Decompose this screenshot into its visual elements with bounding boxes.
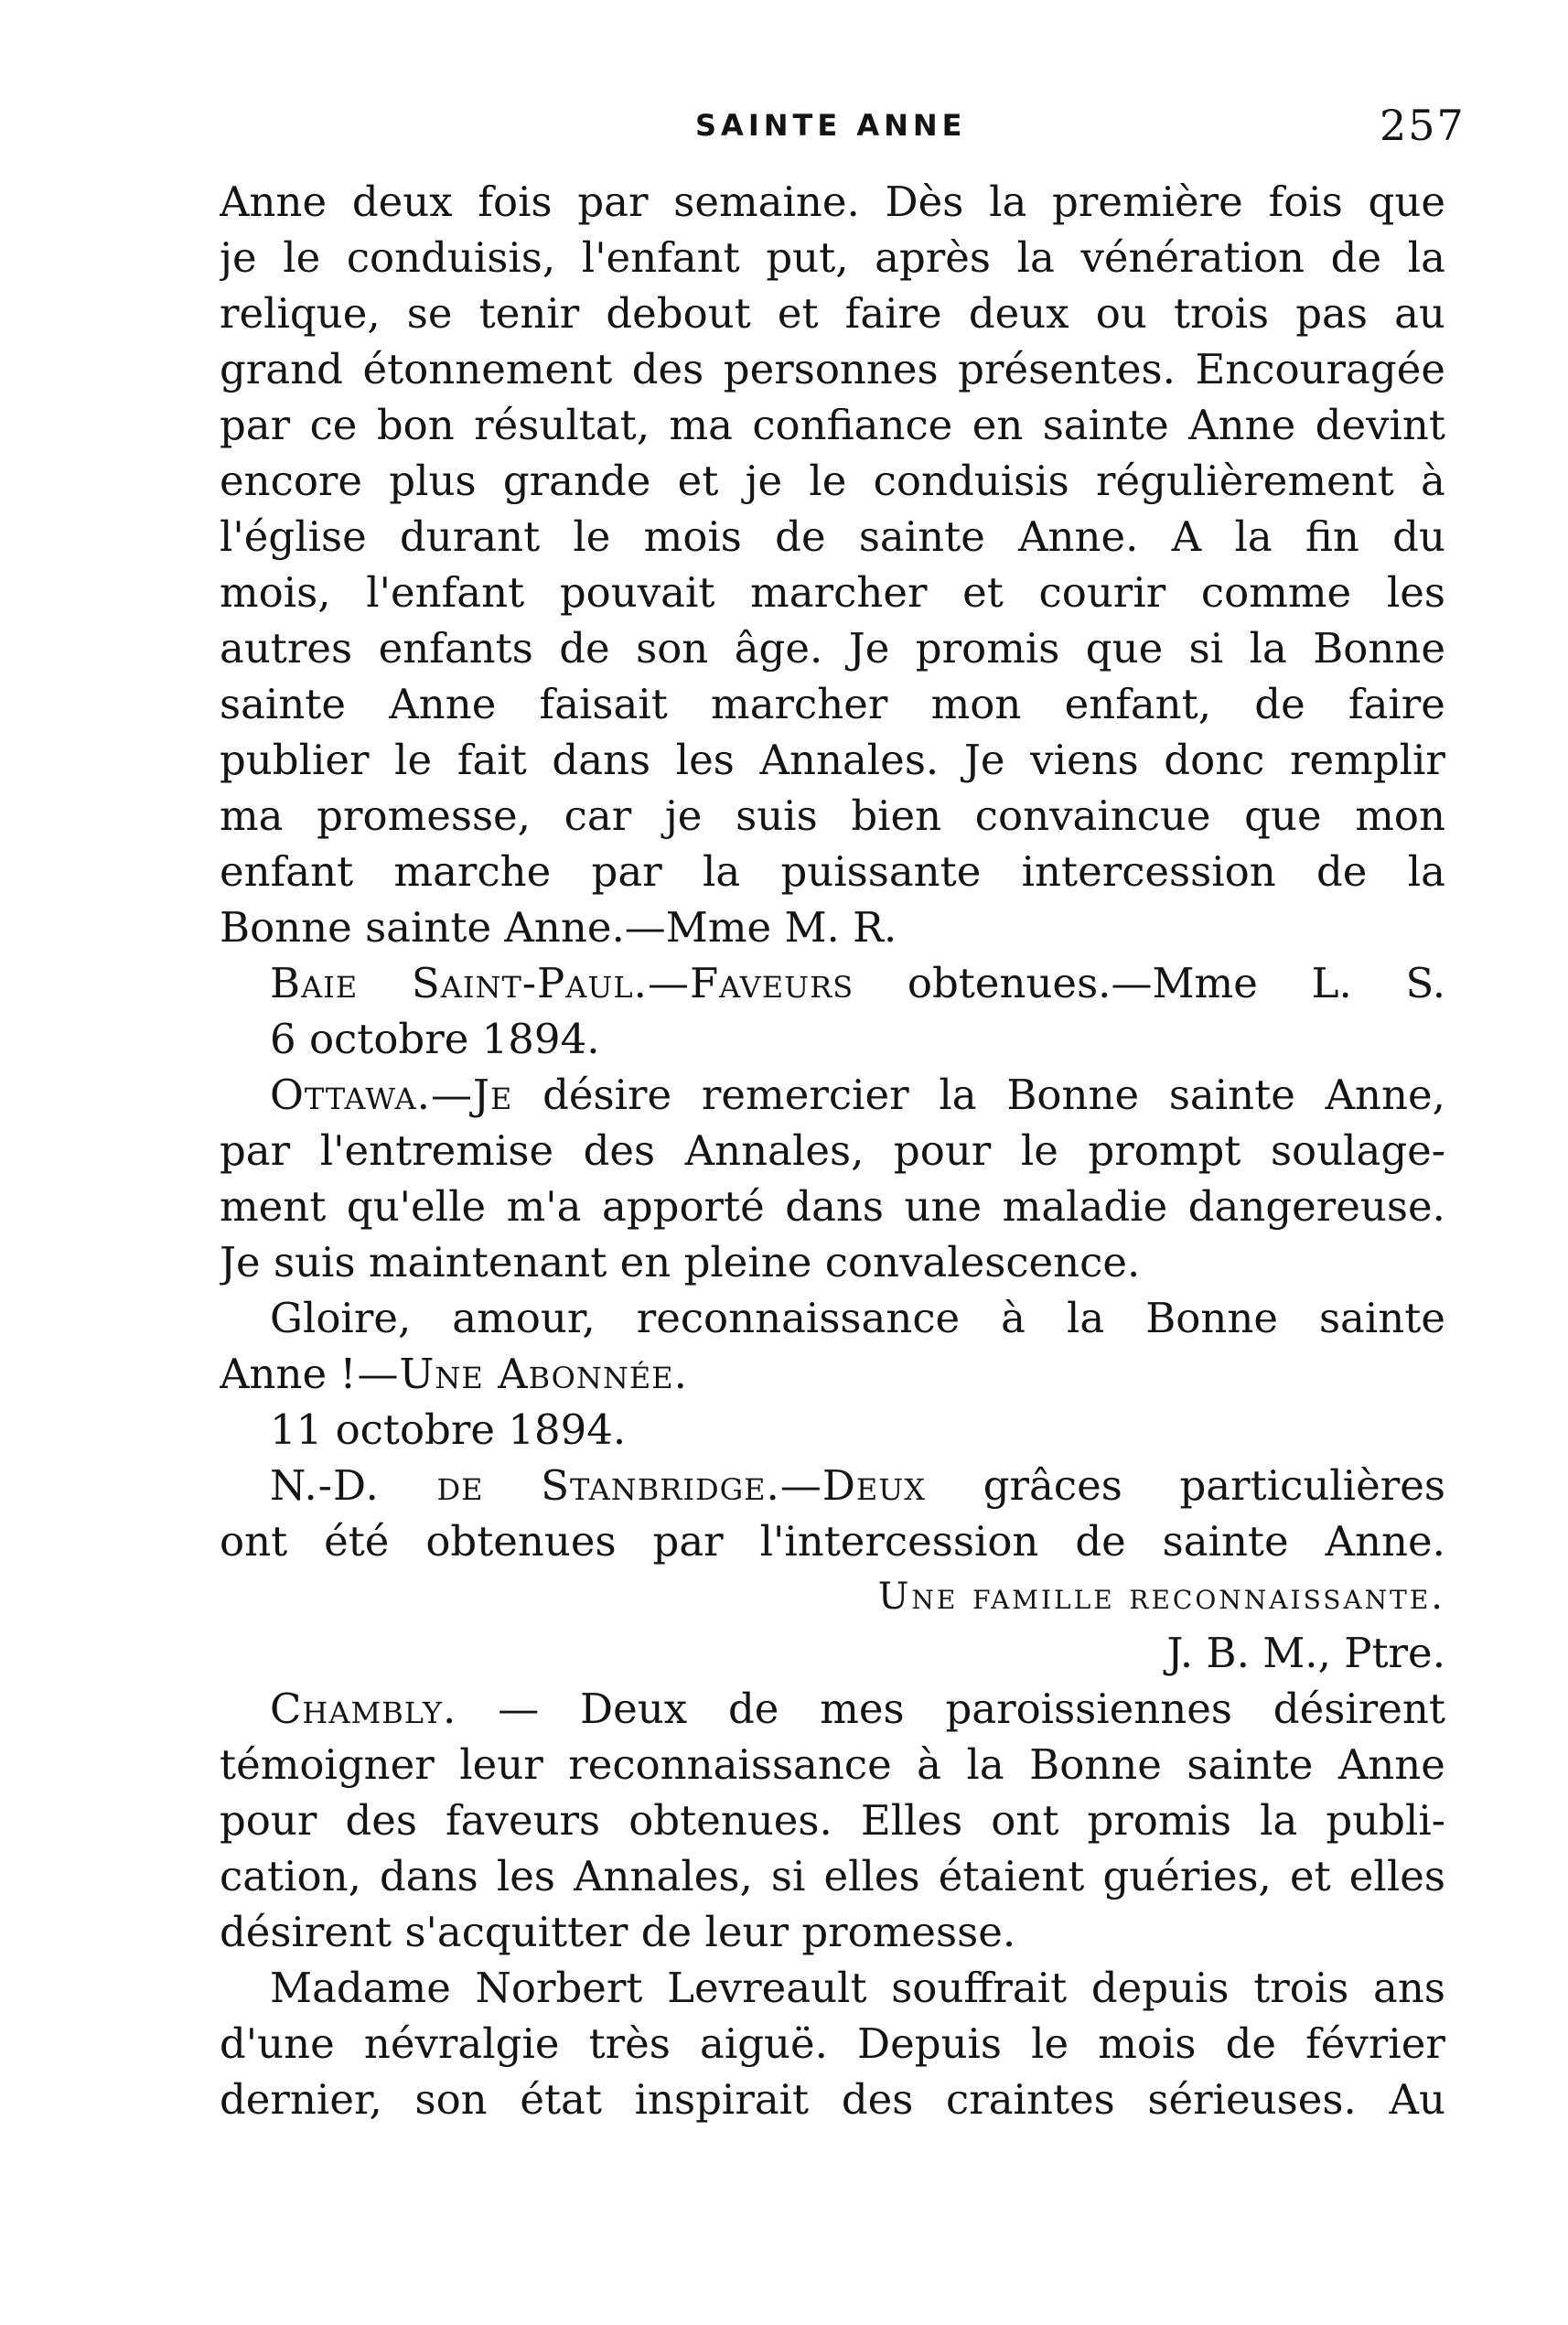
word: ma — [669, 401, 733, 449]
text-line — [220, 285, 1445, 341]
word: convalescence. — [824, 1238, 1141, 1286]
text-line — [220, 1681, 1445, 1737]
word: ans — [1373, 1964, 1445, 2012]
word: des — [583, 1126, 656, 1175]
word: suis — [273, 1238, 369, 1286]
word: résultat, — [474, 401, 650, 449]
word: en — [972, 401, 1024, 449]
word: l'église — [220, 512, 367, 561]
word: désirent — [1273, 1685, 1445, 1733]
word: l'entremise — [319, 1126, 554, 1175]
word: Une — [877, 1576, 973, 1618]
word: ont — [991, 1796, 1059, 1845]
text-line — [220, 1737, 1445, 1792]
word: marche — [393, 847, 552, 896]
word: Abonnée. — [498, 1350, 688, 1398]
text-line — [220, 844, 1445, 899]
word: les — [675, 736, 735, 784]
word: la — [989, 178, 1027, 226]
text-line — [220, 397, 1445, 453]
word: conduisis, — [346, 233, 556, 282]
word: le — [1020, 1126, 1058, 1175]
word: octobre — [335, 1405, 509, 1454]
word: Ptre. — [1344, 1629, 1445, 1677]
word: aiguë. — [700, 2019, 828, 2068]
word: autres — [220, 624, 353, 673]
word: marcher — [750, 568, 928, 617]
word: M., — [1262, 1629, 1345, 1677]
word: Encouragée — [1195, 345, 1445, 393]
word: publi- — [1326, 1796, 1445, 1845]
word: Gloire, — [270, 1294, 412, 1342]
word: suis — [736, 791, 818, 840]
word: publier — [220, 736, 370, 784]
word: Saint-Paul.—Faveurs — [411, 959, 854, 1007]
text-line — [220, 620, 1445, 676]
word: je — [220, 233, 257, 282]
word: Bonne — [1145, 1294, 1278, 1342]
word: Anne — [1337, 1740, 1445, 1789]
word: après — [875, 233, 992, 282]
word: la — [939, 1071, 977, 1119]
word: semaine. — [673, 178, 860, 226]
word: sérieuses. — [1147, 2075, 1357, 2124]
word: marcher — [711, 680, 888, 728]
word: pouvait — [559, 568, 715, 617]
text-line — [220, 1011, 1445, 1067]
word: et — [777, 289, 819, 338]
word: promis — [1087, 1796, 1232, 1845]
word: mois — [643, 512, 742, 561]
word: Depuis — [857, 2019, 1003, 2068]
word: Anne, — [1325, 1071, 1445, 1119]
word: sainte — [365, 903, 505, 952]
word: durant — [399, 512, 541, 561]
word: la — [1407, 233, 1445, 282]
word: ont — [220, 1517, 288, 1566]
word: d'une — [220, 2019, 335, 2068]
word: guéries, — [1102, 1852, 1272, 1900]
word: 1894. — [508, 1405, 627, 1454]
word: son — [636, 624, 709, 673]
word: pleine — [683, 1238, 825, 1286]
word: Bonne — [1313, 624, 1445, 673]
word: Bonne — [220, 903, 366, 952]
word: Stanbridge.—Deux — [541, 1461, 927, 1510]
word: et — [962, 568, 1004, 617]
word: elles — [823, 1852, 920, 1900]
text-line — [220, 1067, 1445, 1123]
running-head — [0, 101, 1568, 163]
word: B. — [1206, 1629, 1263, 1677]
word: le — [283, 233, 321, 282]
word: Annales, — [574, 1852, 753, 1900]
word: de — [775, 512, 826, 561]
word: la — [1234, 512, 1273, 561]
word: que — [1244, 791, 1322, 840]
word: depuis — [1090, 1964, 1230, 2012]
word: Levreault — [667, 1964, 867, 2012]
word: témoigner — [220, 1740, 435, 1789]
signature-line — [220, 1569, 1445, 1625]
text-line — [220, 230, 1445, 285]
word: et — [677, 457, 719, 505]
word: Bonne — [1006, 1071, 1140, 1119]
word: de — [1254, 680, 1305, 728]
word: particulières — [1179, 1461, 1445, 1510]
word: souffrait — [891, 1964, 1068, 2012]
word: de — [436, 1461, 484, 1510]
word: se — [406, 289, 453, 338]
word: amour, — [452, 1294, 596, 1342]
word: enfant — [220, 847, 354, 896]
word: car — [564, 791, 632, 840]
word: sainte — [858, 512, 985, 561]
word: les — [496, 1852, 555, 1900]
word: grande — [502, 457, 651, 505]
word: put, — [766, 233, 849, 282]
text-line — [220, 341, 1445, 397]
word: Anne. — [1018, 512, 1139, 561]
text-line — [220, 1402, 1445, 1458]
word: maladie — [1002, 1182, 1168, 1231]
word: tenir — [478, 289, 580, 338]
word: la — [1016, 233, 1055, 282]
word: son — [414, 2075, 488, 2124]
word: l'enfant — [581, 233, 740, 282]
word: paroissiennes — [945, 1685, 1232, 1733]
word: mon — [1355, 791, 1445, 840]
word: remplir — [1290, 736, 1445, 784]
word: Anne.—Mme — [504, 903, 785, 952]
word: remercier — [701, 1071, 909, 1119]
word: s'acquitter — [404, 1908, 641, 1956]
word: désire — [542, 1071, 672, 1119]
word: le — [394, 736, 433, 784]
word: l'enfant — [366, 568, 525, 617]
word: le — [573, 512, 611, 561]
word: de — [1330, 233, 1382, 282]
text-line — [220, 174, 1445, 230]
word: étaient — [938, 1852, 1085, 1900]
word: Je — [963, 736, 1005, 784]
word: leur — [459, 1740, 543, 1789]
word: par — [591, 847, 662, 896]
word: vénération — [1080, 233, 1305, 282]
word: la — [1066, 1294, 1105, 1342]
word: des — [345, 1796, 417, 1845]
text-line — [220, 1848, 1445, 1904]
word: sainte — [1162, 1517, 1289, 1566]
word: par — [577, 178, 649, 226]
word: dans — [380, 1852, 478, 1900]
word: comme — [1200, 568, 1352, 617]
word: deux — [968, 289, 1069, 338]
text-line — [220, 1513, 1445, 1569]
word: promesse, — [317, 791, 531, 840]
word: le — [809, 457, 847, 505]
text-line — [220, 1346, 1445, 1402]
word: sainte — [1318, 1294, 1445, 1342]
word: Anne — [1188, 401, 1296, 449]
text-line — [220, 899, 1445, 955]
word: famille — [972, 1576, 1130, 1618]
word: sainte — [220, 680, 347, 728]
word: du — [1392, 512, 1445, 561]
word: Annales, — [684, 1126, 865, 1175]
word: promis — [915, 624, 1060, 673]
word: été — [324, 1517, 390, 1566]
word: enfants — [378, 624, 533, 673]
word: ce — [309, 401, 358, 449]
word: présentes. — [958, 345, 1176, 393]
word: au — [1394, 289, 1445, 338]
word: relique, — [220, 289, 381, 338]
text-line — [220, 509, 1445, 565]
word: qu'elle — [346, 1182, 487, 1231]
word: debout — [606, 289, 751, 338]
word: des — [631, 345, 704, 393]
word: convaincue — [974, 791, 1211, 840]
text-line — [220, 1904, 1445, 1960]
word: J. — [1166, 1629, 1207, 1677]
word: Dès — [885, 178, 964, 226]
text-line — [220, 1179, 1445, 1234]
word: à — [1421, 457, 1445, 505]
word: — — [498, 1685, 540, 1733]
word: si — [770, 1852, 806, 1900]
body-text — [220, 174, 1445, 2127]
word: de — [1225, 2019, 1277, 2068]
word: de — [727, 1685, 779, 1733]
text-line — [220, 1960, 1445, 2016]
word: Annales. — [759, 736, 940, 784]
word: faisait — [539, 680, 668, 728]
word: soulage- — [1270, 1126, 1445, 1175]
page-number: 257 — [1380, 101, 1466, 150]
word: inspirait — [634, 2075, 810, 2124]
word: âge. — [734, 624, 823, 673]
word: Ottawa.—Je — [270, 1071, 513, 1119]
word: la — [966, 1740, 1004, 1789]
text-line — [220, 1290, 1445, 1346]
running-title: SAINTE ANNE — [695, 108, 967, 143]
word: L. — [1311, 959, 1352, 1007]
word: ou — [1095, 289, 1147, 338]
word: fois — [1268, 178, 1343, 226]
word: très — [588, 2019, 671, 2068]
word: courir — [1038, 568, 1166, 617]
word: N.-D. — [270, 1461, 380, 1510]
word: Deux — [580, 1685, 688, 1733]
word: à — [917, 1740, 941, 1789]
word: trois — [1253, 1964, 1349, 2012]
word: obtenues.—Mme — [907, 959, 1258, 1007]
word: pour — [893, 1126, 992, 1175]
word: Anne — [389, 680, 497, 728]
word: mois — [1098, 2019, 1197, 2068]
word: l'intercession — [759, 1517, 1039, 1566]
word: Je — [848, 624, 890, 673]
word: Norbert — [475, 1964, 643, 2012]
word: S. — [1405, 959, 1445, 1007]
word: grâces — [983, 1461, 1122, 1510]
word: M. — [784, 903, 854, 952]
word: que — [1368, 178, 1445, 226]
word: par — [220, 401, 291, 449]
word: étonnement — [362, 345, 613, 393]
word: que — [1085, 624, 1164, 673]
word: R. — [853, 903, 897, 952]
word: désirent — [220, 1908, 405, 1956]
word: sainte — [1168, 1071, 1295, 1119]
word: par — [652, 1517, 724, 1566]
word: fin — [1305, 512, 1359, 561]
word: de — [559, 624, 610, 673]
word: février — [1305, 2019, 1445, 2068]
word: faire — [844, 289, 942, 338]
word: faire — [1348, 680, 1445, 728]
word: fois — [478, 178, 553, 226]
word: la — [1249, 624, 1287, 673]
word: obtenues. — [628, 1796, 832, 1845]
word: je — [745, 457, 783, 505]
word: !—Une — [339, 1350, 499, 1398]
word: fait — [456, 736, 527, 784]
word: puissante — [780, 847, 982, 896]
word: personnes — [723, 345, 939, 393]
word: confiance — [752, 401, 953, 449]
word: sainte — [1187, 1740, 1314, 1789]
word: A — [1171, 512, 1202, 561]
word: cation, — [220, 1852, 361, 1900]
text-line — [220, 676, 1445, 732]
word: ma — [220, 791, 284, 840]
word: Je — [220, 1238, 274, 1286]
word: Anne — [220, 1350, 340, 1398]
word: la — [1407, 847, 1445, 896]
word: 6 — [270, 1015, 309, 1063]
word: deux — [351, 178, 453, 226]
word: pour — [220, 1796, 317, 1845]
text-line — [220, 788, 1445, 844]
word: prompt — [1088, 1126, 1241, 1175]
word: première — [1052, 178, 1243, 226]
word: en — [619, 1238, 684, 1286]
word: elles — [1348, 1852, 1445, 1900]
word: mois, — [220, 568, 331, 617]
word: plus — [389, 457, 477, 505]
word: la — [702, 847, 741, 896]
word: donc — [1164, 736, 1265, 784]
word: les — [1386, 568, 1445, 617]
word: névralgie — [363, 2019, 560, 2068]
word: Au — [1389, 2075, 1445, 2124]
word: viens — [1030, 736, 1139, 784]
word: devint — [1315, 401, 1445, 449]
word: état — [520, 2075, 602, 2124]
text-line — [220, 732, 1445, 788]
word: leur — [704, 1908, 802, 1956]
text-line — [220, 955, 1445, 1011]
word: par — [220, 1126, 291, 1175]
word: encore — [220, 457, 363, 505]
word: trois — [1173, 289, 1270, 338]
word: dans — [552, 736, 651, 784]
word: craintes — [946, 2075, 1115, 2124]
word: mes — [820, 1685, 905, 1733]
word: dans — [785, 1182, 885, 1231]
word: faveurs — [446, 1796, 601, 1845]
word: pas — [1295, 289, 1368, 338]
word: de — [1316, 847, 1368, 896]
text-line — [220, 1234, 1445, 1290]
word: ment — [220, 1182, 327, 1231]
word: reconnaissance — [568, 1740, 892, 1789]
word: dernier, — [220, 2075, 382, 2124]
text-line — [220, 453, 1445, 509]
word: intercession — [1021, 847, 1276, 896]
word: grand — [220, 345, 343, 393]
word: Baie — [270, 959, 359, 1007]
word: Elles — [860, 1796, 963, 1845]
word: obtenues — [425, 1517, 617, 1566]
word: la — [1260, 1796, 1298, 1845]
word: bien — [851, 791, 942, 840]
text-line — [220, 2016, 1445, 2072]
word: promesse. — [801, 1908, 1016, 1956]
word: de — [1075, 1517, 1126, 1566]
word: enfant, — [1064, 680, 1212, 728]
word: à — [1001, 1294, 1026, 1342]
word: reconnaissante. — [1129, 1576, 1445, 1618]
word: Bonne — [1029, 1740, 1162, 1789]
word: bon — [376, 401, 455, 449]
word: reconnaissance — [636, 1294, 961, 1342]
text-line — [220, 1123, 1445, 1179]
word: des — [841, 2075, 914, 2124]
word: apporté — [602, 1182, 765, 1231]
word: de — [640, 1908, 705, 1956]
word: maintenant — [368, 1238, 620, 1286]
word: m'a — [506, 1182, 582, 1231]
word: Anne. — [1325, 1517, 1445, 1566]
text-line — [220, 565, 1445, 620]
text-line — [220, 2072, 1445, 2127]
word: 11 — [270, 1405, 336, 1454]
word: le — [1031, 2019, 1069, 2068]
word: Anne — [220, 178, 328, 226]
word: mon — [930, 680, 1022, 728]
word: Madame — [270, 1964, 451, 2012]
word: si — [1188, 624, 1224, 673]
word: je — [664, 791, 703, 840]
word: dangereuse. — [1187, 1182, 1445, 1231]
word: une — [904, 1182, 983, 1231]
word: conduisis — [873, 457, 1069, 505]
word: Chambly. — [270, 1685, 457, 1733]
word: régulièrement — [1095, 457, 1394, 505]
text-line — [220, 1458, 1445, 1513]
word: 1894. — [481, 1015, 600, 1063]
signature-line — [220, 1625, 1445, 1681]
word: sainte — [1042, 401, 1169, 449]
word: octobre — [308, 1015, 482, 1063]
word: et — [1289, 1852, 1331, 1900]
text-line — [220, 1792, 1445, 1848]
